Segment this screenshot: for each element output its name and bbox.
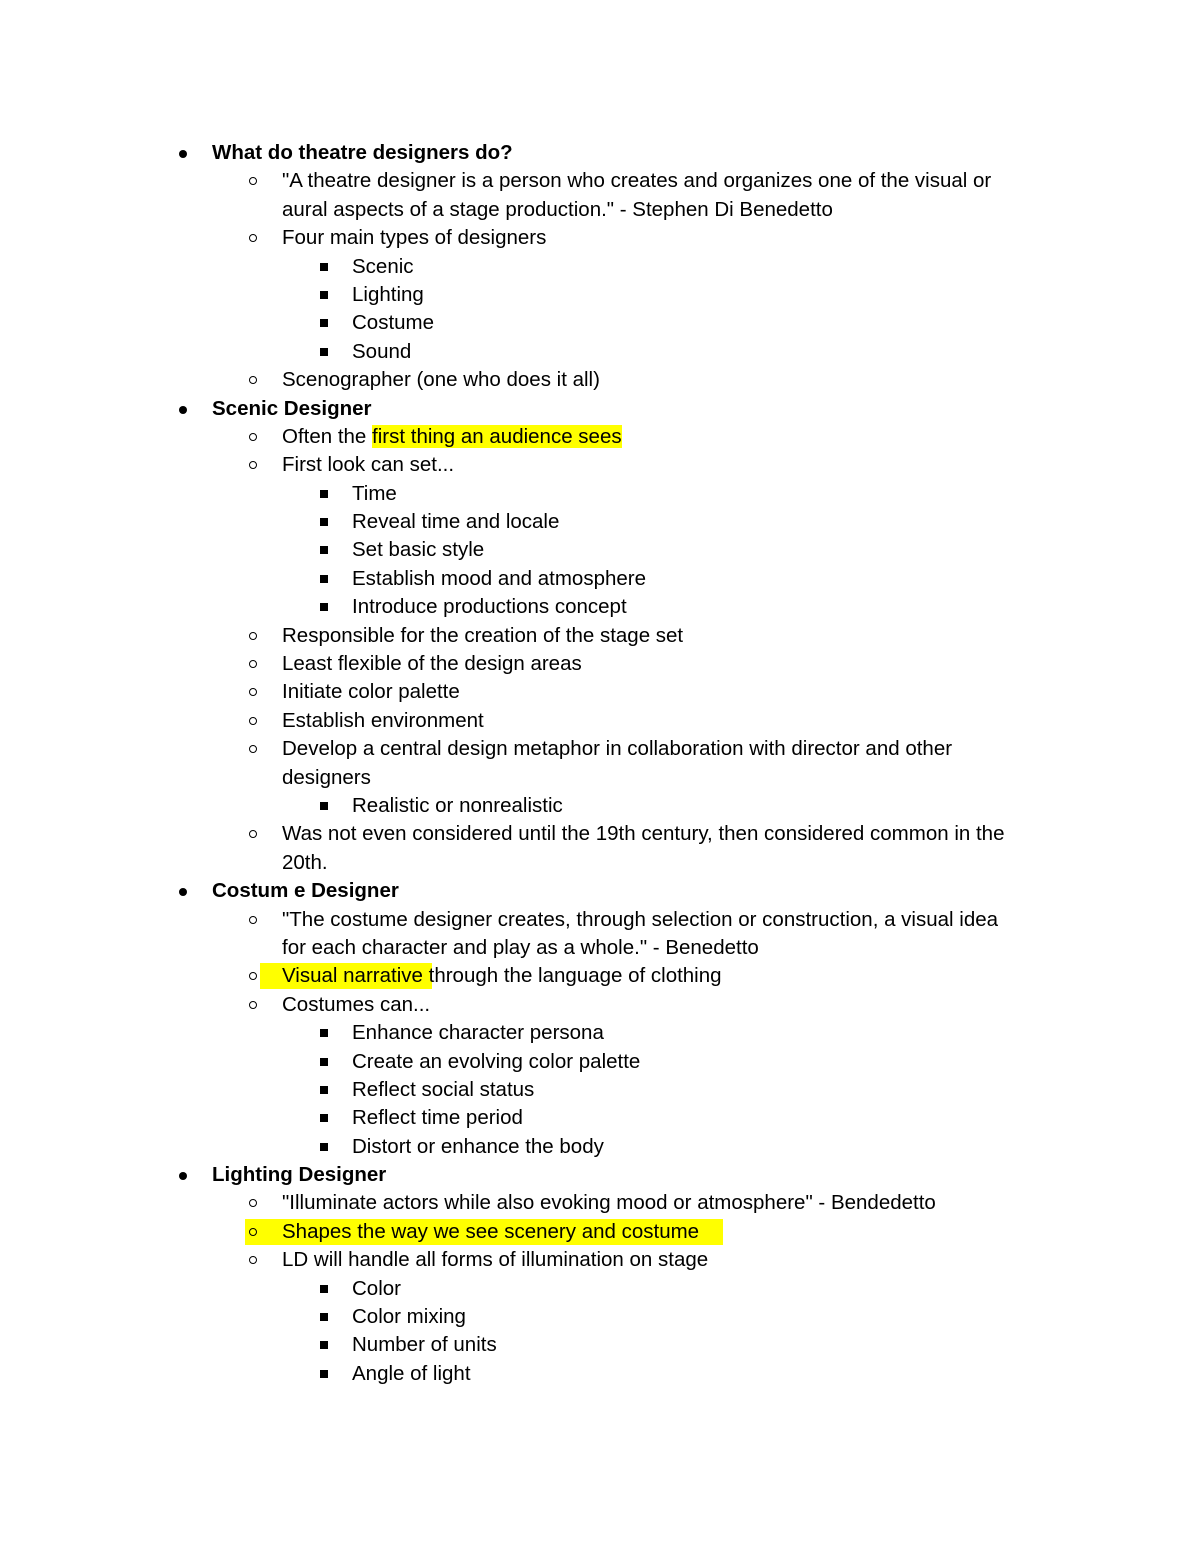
list-item-continuation: 20th. — [282, 850, 328, 874]
sub-list-item: Color — [0, 1275, 1200, 1303]
circle-bullet-icon — [249, 660, 257, 668]
list-item: "Illuminate actors while also evoking mood or atmosphere" - Bendedetto — [0, 1189, 1200, 1217]
circle-bullet-icon — [249, 1228, 257, 1236]
list-item: Develop a central design metaphor in collaboration with director and other — [0, 735, 1200, 763]
circle-bullet-icon — [249, 461, 257, 469]
sub-list-item: Scenic — [0, 253, 1200, 281]
circle-bullet-icon — [249, 433, 257, 441]
list-item — [0, 1218, 1200, 1246]
disc-bullet-icon — [179, 888, 187, 896]
circle-bullet-icon — [249, 688, 257, 696]
document-page — [0, 139, 1200, 1388]
sub-list-item: Reveal time and locale — [0, 508, 1200, 536]
section-heading: Scenic Designer — [0, 395, 1200, 423]
circle-bullet-icon — [249, 234, 257, 242]
sub-list-item: Create an evolving color palette — [0, 1048, 1200, 1076]
list-item: Costumes can... — [0, 991, 1200, 1019]
circle-bullet-icon — [249, 1256, 257, 1264]
circle-bullet-icon — [249, 1199, 257, 1207]
square-bullet-icon — [320, 319, 328, 327]
sub-list-item: Reflect social status — [0, 1076, 1200, 1104]
sub-list-item: Lighting — [0, 281, 1200, 309]
square-bullet-icon — [320, 1285, 328, 1293]
square-bullet-icon — [320, 1341, 328, 1349]
list-item: Visual narrative through the language of clothing — [0, 962, 1200, 990]
list-item: LD will handle all forms of illumination on stage — [0, 1246, 1200, 1274]
square-bullet-icon — [320, 518, 328, 526]
list-item: "A theatre designer is a person who creates and organizes one of the visual or — [0, 167, 1200, 195]
list-item: Least flexible of the design areas — [0, 650, 1200, 678]
circle-bullet-icon — [249, 177, 257, 185]
sub-list-item: Introduce productions concept — [0, 593, 1200, 621]
highlighted-text: Shapes the way we see scenery and costume — [282, 1219, 700, 1243]
square-bullet-icon — [320, 1086, 328, 1094]
sub-list-item: Color mixing — [0, 1303, 1200, 1331]
list-item: Was not even considered until the 19th century, then considered common in the — [0, 820, 1200, 848]
square-bullet-icon — [320, 1058, 328, 1066]
square-bullet-icon — [320, 546, 328, 554]
disc-bullet-icon — [179, 1172, 187, 1180]
list-item: Four main types of designers — [0, 224, 1200, 252]
sub-list-item: Reflect time period — [0, 1104, 1200, 1132]
sub-list-item: Costume — [0, 309, 1200, 337]
sub-list-item: Set basic style — [0, 536, 1200, 564]
circle-bullet-icon — [249, 1001, 257, 1009]
circle-bullet-icon — [249, 916, 257, 924]
square-bullet-icon — [320, 1370, 328, 1378]
square-bullet-icon — [320, 291, 328, 299]
sub-list-item: Number of units — [0, 1331, 1200, 1359]
list-item-continuation: for each character and play as a whole." - Benedetto — [282, 935, 759, 959]
circle-bullet-icon — [249, 745, 257, 753]
list-item: Responsible for the creation of the stage set — [0, 622, 1200, 650]
circle-bullet-icon — [249, 632, 257, 640]
section-heading: Lighting Designer — [0, 1161, 1200, 1189]
disc-bullet-icon — [179, 150, 187, 158]
section-heading: What do theatre designers do? — [0, 139, 1200, 167]
sub-list-item: Sound — [0, 338, 1200, 366]
sub-list-item: Establish mood and atmosphere — [0, 565, 1200, 593]
list-item: Often the first thing an audience sees — [0, 423, 1200, 451]
square-bullet-icon — [320, 263, 328, 271]
sub-list-item: Time — [0, 480, 1200, 508]
sub-list-item: Realistic or nonrealistic — [0, 792, 1200, 820]
circle-bullet-icon — [249, 376, 257, 384]
highlighted-text: Visual narrative — [282, 964, 423, 988]
square-bullet-icon — [320, 348, 328, 356]
square-bullet-icon — [320, 1114, 328, 1122]
list-item: "The costume designer creates, through selection or construction, a visual idea — [0, 906, 1200, 934]
list-item: First look can set... — [0, 451, 1200, 479]
circle-bullet-icon — [249, 972, 257, 980]
square-bullet-icon — [320, 490, 328, 498]
square-bullet-icon — [320, 1143, 328, 1151]
section-heading: Costum e Designer — [0, 877, 1200, 905]
square-bullet-icon — [320, 1029, 328, 1037]
square-bullet-icon — [320, 802, 328, 810]
circle-bullet-icon — [249, 830, 257, 838]
square-bullet-icon — [320, 575, 328, 583]
square-bullet-icon — [320, 603, 328, 611]
sub-list-item: Angle of light — [0, 1360, 1200, 1388]
disc-bullet-icon — [179, 406, 187, 414]
square-bullet-icon — [320, 1313, 328, 1321]
list-item: Scenographer (one who does it all) — [0, 366, 1200, 394]
highlighted-text: first thing an audience sees — [372, 424, 622, 448]
list-item-continuation: designers — [282, 765, 371, 789]
sub-list-item: Enhance character persona — [0, 1019, 1200, 1047]
list-item: Establish environment — [0, 707, 1200, 735]
list-item: Initiate color palette — [0, 678, 1200, 706]
list-item-continuation: aural aspects of a stage production." - Stephen Di Benedetto — [282, 197, 833, 221]
circle-bullet-icon — [249, 717, 257, 725]
sub-list-item: Distort or enhance the body — [0, 1133, 1200, 1161]
